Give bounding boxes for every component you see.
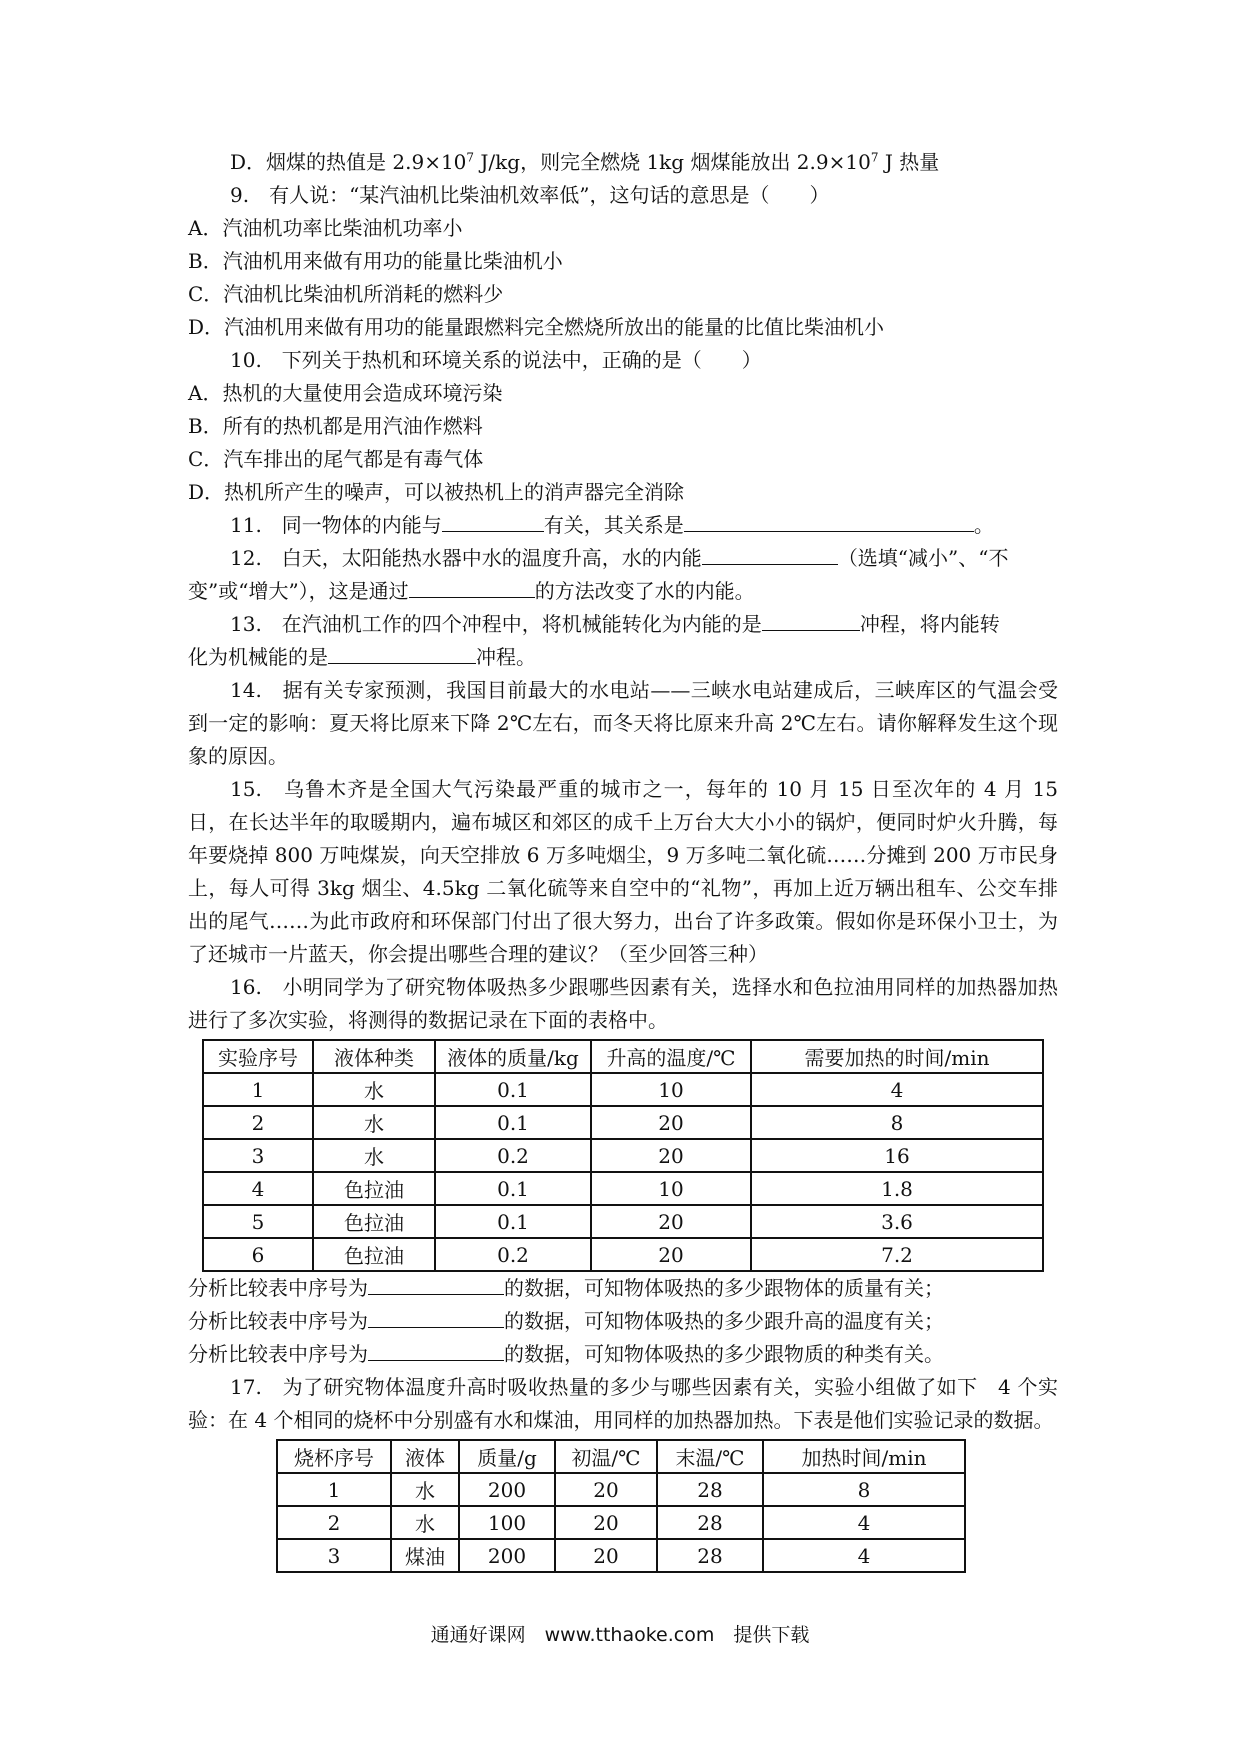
table-cell: 200 [459, 1539, 555, 1572]
q16-analysis-3 [188, 1338, 1058, 1371]
table-header-cell: 需要加热的时间/min [751, 1040, 1043, 1073]
table-cell: 20 [591, 1238, 751, 1271]
table-header-cell: 液体种类 [313, 1040, 435, 1073]
q9-option-c: C．汽油机比柴油机所消耗的燃料少 [188, 282, 504, 306]
table-cell: 3 [277, 1539, 391, 1572]
answer-blank[interactable] [368, 1309, 504, 1328]
answer-blank[interactable] [368, 1342, 504, 1361]
answer-blank[interactable] [762, 612, 860, 631]
table-cell: 8 [763, 1473, 965, 1506]
q10-stem: 10. 下列关于热机和环境关系的说法中，正确的是（ ） [230, 348, 762, 372]
analysis-text: 的数据，可知物体吸热的多少跟物质的种类有关。 [504, 1342, 944, 1366]
table-header-cell: 烧杯序号 [277, 1440, 391, 1473]
table-cell: 20 [591, 1139, 751, 1172]
analysis-text: 分析比较表中序号为 [188, 1309, 368, 1333]
q12-text-4: 的方法改变了水的内能。 [534, 579, 755, 603]
q10-option-d: D．热机所产生的噪声，可以被热机上的消声器完全消除 [188, 480, 685, 504]
page-footer: 通通好课网 www.tthaoke.com 提供下载 [430, 1624, 810, 1646]
table-cell: 3.6 [751, 1205, 1043, 1238]
q11-text-2: 有关，其关系是 [543, 513, 684, 537]
answer-blank[interactable] [409, 579, 535, 598]
table-row [203, 1172, 1043, 1205]
q12-text-2: （选填“减小”、“不 [837, 546, 1009, 570]
q9-option-d: D．汽油机用来做有用功的能量跟燃料完全燃烧所放出的能量的比值比柴油机小 [188, 315, 885, 339]
answer-blank[interactable] [328, 645, 476, 664]
table-cell: 0.1 [435, 1106, 591, 1139]
table-cell: 2 [203, 1106, 313, 1139]
q8-d-exponent-1: 7 [466, 150, 475, 165]
table-cell: 28 [657, 1539, 763, 1572]
q11-text-3: 。 [973, 513, 994, 537]
table-cell: 6 [203, 1238, 313, 1271]
q10-option-a: A．热机的大量使用会造成环境污染 [188, 381, 503, 405]
q12-line-1 [188, 542, 1058, 575]
table-row [203, 1106, 1043, 1139]
table-header-cell: 升高的温度/℃ [591, 1040, 751, 1073]
table-cell: 4 [203, 1172, 313, 1205]
analysis-text: 的数据，可知物体吸热的多少跟升高的温度有关； [504, 1309, 944, 1333]
table-cell: 色拉油 [313, 1238, 435, 1271]
q14: 14. 据有关专家预测，我国目前最大的水电站——三峡水电站建成后，三峡库区的气温会受到一定的影响：夏天将比原来下降 2℃左右，而冬天将比原来升高 2℃左右。请你解释发生这个现象的原因。 [188, 678, 1058, 768]
table-cell: 4 [763, 1506, 965, 1539]
table-cell: 4 [763, 1539, 965, 1572]
table-cell: 7.2 [751, 1238, 1043, 1271]
q13-text-1: 13. 在汽油机工作的四个冲程中，将机械能转化为内能的是 [230, 612, 762, 636]
answer-blank[interactable] [442, 513, 544, 532]
table-header-cell: 加热时间/min [763, 1440, 965, 1473]
table-cell: 水 [313, 1073, 435, 1106]
table-cell: 16 [751, 1139, 1043, 1172]
q13-text-2: 冲程，将内能转 [859, 612, 1000, 636]
q13-text-4: 冲程。 [476, 645, 536, 669]
q11 [188, 509, 1058, 542]
q12-text-1: 12. 白天，太阳能热水器中水的温度升高，水的内能 [230, 546, 702, 570]
table-cell: 水 [391, 1506, 459, 1539]
q17-data-table [276, 1439, 966, 1573]
table-header-cell: 初温/℃ [555, 1440, 657, 1473]
q10-option-b: B．所有的热机都是用汽油作燃料 [188, 414, 483, 438]
table-cell: 4 [751, 1073, 1043, 1106]
table-header-cell: 液体 [391, 1440, 459, 1473]
q16-analysis-2 [188, 1305, 1058, 1338]
table-row [203, 1238, 1043, 1271]
table-row [203, 1073, 1043, 1106]
q8-d-text-1: D．烟煤的热值是 2.9×10 [230, 150, 467, 174]
q10-option-c: C．汽车排出的尾气都是有毒气体 [188, 447, 484, 471]
q8-d-exponent-2: 7 [870, 150, 879, 165]
table-cell: 色拉油 [313, 1205, 435, 1238]
q8-option-d [188, 146, 1058, 179]
table-cell: 20 [555, 1539, 657, 1572]
table-cell: 10 [591, 1073, 751, 1106]
table-cell: 20 [591, 1205, 751, 1238]
q16-analysis-1 [188, 1272, 1058, 1305]
q9-option-b: B．汽油机用来做有用功的能量比柴油机小 [188, 249, 563, 273]
table-header-cell: 液体的质量/kg [435, 1040, 591, 1073]
table-cell: 200 [459, 1473, 555, 1506]
table-cell: 0.1 [435, 1205, 591, 1238]
q17-stem: 17. 为了研究物体温度升高时吸收热量的多少与哪些因素有关，实验小组做了如下 4 个实验：在 4 个相同的烧杯中分别盛有水和煤油，用同样的加热器加热。下表是他们实验记录的数据。 [188, 1375, 1058, 1432]
analysis-text: 分析比较表中序号为 [188, 1342, 368, 1366]
table-cell: 28 [657, 1473, 763, 1506]
analysis-text: 的数据，可知物体吸热的多少跟物体的质量有关； [504, 1276, 944, 1300]
table-cell: 色拉油 [313, 1172, 435, 1205]
table-header-row [203, 1040, 1043, 1073]
q11-text-1: 11. 同一物体的内能与 [230, 513, 442, 537]
table-cell: 0.2 [435, 1238, 591, 1271]
table-cell: 1 [277, 1473, 391, 1506]
q12-text-3: 变”或“增大”），这是通过 [188, 579, 409, 603]
table-cell: 10 [591, 1172, 751, 1205]
table-cell: 3 [203, 1139, 313, 1172]
analysis-text: 分析比较表中序号为 [188, 1276, 368, 1300]
table-cell: 1.8 [751, 1172, 1043, 1205]
table-row [203, 1139, 1043, 1172]
table-cell: 28 [657, 1506, 763, 1539]
q16-stem: 16. 小明同学为了研究物体吸热多少跟哪些因素有关，选择水和色拉油用同样的加热器加热进行了多次实验，将测得的数据记录在下面的表格中。 [188, 975, 1058, 1032]
table-header-row [277, 1440, 965, 1473]
q13-line-1 [188, 608, 1058, 641]
table-cell: 20 [555, 1473, 657, 1506]
document-page [188, 146, 1058, 1573]
answer-blank[interactable] [368, 1276, 504, 1295]
table-cell: 水 [313, 1106, 435, 1139]
table-header-cell: 实验序号 [203, 1040, 313, 1073]
q8-d-text-3: J 热量 [878, 150, 940, 174]
q13-text-3: 化为机械能的是 [188, 645, 328, 669]
q13-line-2 [188, 641, 1058, 674]
table-row [277, 1506, 965, 1539]
answer-blank[interactable] [684, 513, 974, 532]
q9-stem: 9. 有人说：“某汽油机比柴油机效率低”，这句话的意思是（ ） [230, 183, 830, 207]
table-cell: 5 [203, 1205, 313, 1238]
q9-option-a: A．汽油机功率比柴油机功率小 [188, 216, 463, 240]
table-row [277, 1473, 965, 1506]
table-cell: 水 [313, 1139, 435, 1172]
table-cell: 1 [203, 1073, 313, 1106]
table-cell: 煤油 [391, 1539, 459, 1572]
table-cell: 0.2 [435, 1139, 591, 1172]
table-row [277, 1539, 965, 1572]
table-header-cell: 质量/g [459, 1440, 555, 1473]
table-cell: 0.1 [435, 1073, 591, 1106]
q16-data-table [202, 1039, 1044, 1272]
table-cell: 0.1 [435, 1172, 591, 1205]
q15: 15. 乌鲁木齐是全国大气污染最严重的城市之一，每年的 10 月 15 日至次年的 4 月 15 日，在长达半年的取暖期内，遍布城区和郊区的成千上万台大大小小的锅炉，便同时炉火升腾，每年要烧掉 800 万吨煤炭，向天空排放 6 万多吨烟尘，9 万多吨二氧化硫……分摊到 200 万市民身上，每人可得 3kg 烟尘、4.5kg 二氧化硫等来自空中的“礼物”，再加上近万辆出租车、公交车排出的尾气……为此市政府和环保部门付出了很大努力，出台了许多政策。假如你是环保小卫士，为了还城市一片蓝天，你会提出哪些合理的建议？（至少回答三种） [188, 777, 1058, 966]
table-cell: 20 [591, 1106, 751, 1139]
table-cell: 2 [277, 1506, 391, 1539]
table-header-cell: 末温/℃ [657, 1440, 763, 1473]
table-cell: 100 [459, 1506, 555, 1539]
answer-blank[interactable] [702, 546, 838, 565]
table-row [203, 1205, 1043, 1238]
table-cell: 水 [391, 1473, 459, 1506]
q8-d-text-2: J/kg，则完全燃烧 1kg 烟煤能放出 2.9×10 [474, 150, 871, 174]
table-cell: 20 [555, 1506, 657, 1539]
q12-line-2 [188, 575, 1058, 608]
table-cell: 8 [751, 1106, 1043, 1139]
